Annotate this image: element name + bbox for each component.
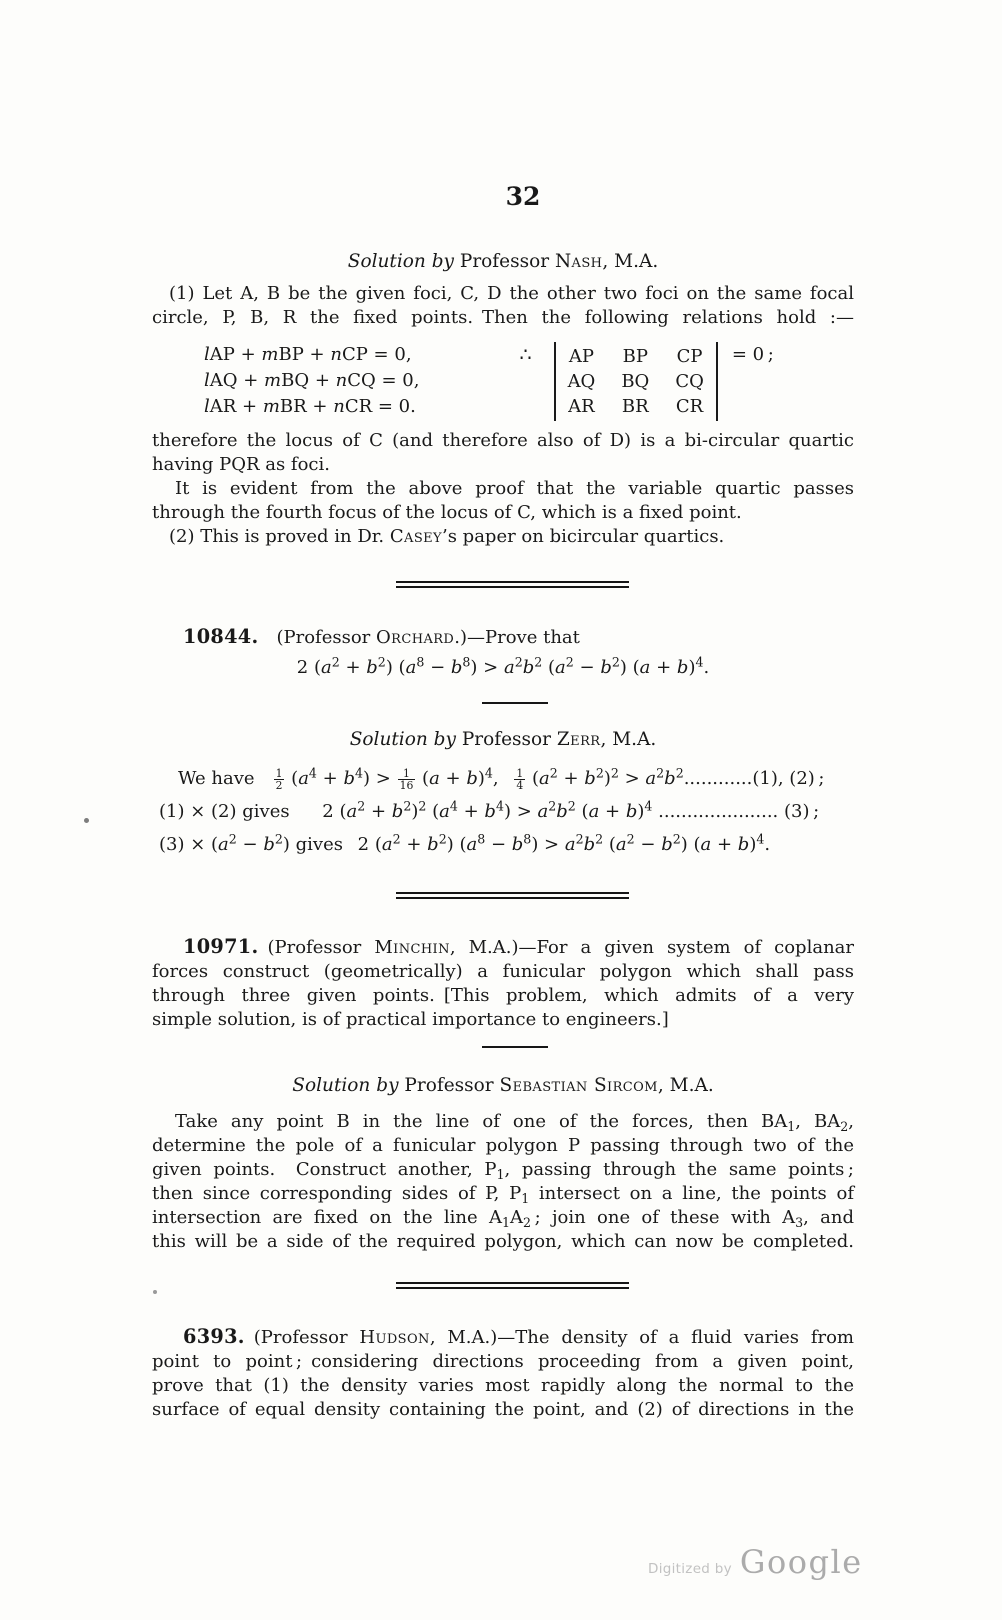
text-line: It is evident from the above proof that the variable quartic passes [175, 478, 854, 499]
watermark-prefix: Digitized by [648, 1561, 732, 1577]
page-content [152, 0, 854, 1422]
text-line: therefore the locus of C (and therefore also of D) is a bi-circular quartic [152, 430, 854, 451]
text-line: having PQR as foci. [152, 454, 330, 475]
matrix-cell: BP [622, 346, 648, 367]
solution-body [152, 1110, 854, 1254]
problem-statement: 10844. (Professor Orchard.)—Prove that [183, 625, 580, 648]
solution-zerr [152, 728, 854, 861]
scan-speck [153, 1290, 157, 1294]
solution-nash [152, 250, 854, 549]
text-line: surface of equal density containing the point, and (2) of directions in the [152, 1399, 854, 1420]
problem-formula: 2 $(a^2 + b^2) (a^8 - b^8) > a^2b^2$ $(a^2 - b^2) (a + b)^4$. [296, 654, 710, 678]
section-divider [396, 1282, 629, 1289]
scan-speck [84, 818, 89, 823]
derivation-line: We have $\frac{1}{2}$ $(a^4 + b^4)$ > $\frac{1}{16}$ $(a + b)^4$, $\frac{1}{4}$ $(a^2 + b^2)^2 > a^2b^2............(1)$, (2) ; [178, 765, 825, 792]
solution-heading-zerr: Solution by Professor Zerr, M.A. [349, 729, 657, 750]
text-line: intersection are fixed on the line $A_1A_2$ ; join one of these with $A_3$, and [152, 1207, 855, 1230]
text-line: circle, P, B, R the fixed points. Then the following relations hold :— [152, 307, 854, 328]
solution-divider [482, 702, 548, 704]
determinant-result: = 0 ; [731, 344, 774, 365]
text-line: this will be a side of the required polygon, which can now be completed. [152, 1231, 854, 1252]
equation-system [204, 342, 419, 420]
equation-line: lAQ + mBQ + nCQ = 0, [204, 370, 420, 391]
matrix-cell: AR [568, 396, 595, 417]
page-number: 32 [505, 182, 541, 211]
derivation-line: (1) × (2) gives 2 $(a^2 + b^2)^2$ $(a^4 + b^4) > a^2b^2$ $(a + b)^4$ ..................... (3) ; [159, 798, 820, 822]
matrix-cell: AP [568, 346, 594, 367]
google-watermark [648, 1543, 863, 1581]
solution-divider [482, 1046, 548, 1048]
matrix-cell: BQ [621, 371, 650, 392]
text-line: prove that (1) the density varies most rapidly along the normal to the [152, 1375, 854, 1396]
text-line: simple solution, is of practical importance to engineers.] [152, 1009, 669, 1030]
matrix-cell: BR [621, 396, 649, 417]
problem-10971 [152, 935, 854, 1032]
matrix-cell: CR [675, 396, 704, 417]
equation-line: lAR + mBR + nCR = 0. [204, 396, 416, 417]
equation-line: lAP + mBP + nCP = 0, [204, 344, 412, 365]
text-line: forces construct (geometrically) a funicular polygon which shall pass [152, 961, 854, 982]
matrix-cell: AQ [567, 371, 596, 392]
therefore-symbol: ∴ [519, 344, 532, 366]
text-line: point to point ; considering directions proceeding from a given point, [152, 1351, 854, 1372]
text-line: then since corresponding sides of P, $P_1$ intersect on a line, the points of [152, 1183, 854, 1206]
problem-10844 [152, 625, 854, 680]
determinant-matrix [554, 342, 718, 421]
matrix-cell: CP [676, 346, 703, 367]
text-line: given points. Construct another, $P_1$, passing through the same points ; [152, 1159, 854, 1182]
derivation-line: $(3) \times (a^2 - b^2)$ gives 2 $(a^2 + b^2) (a^8 - b^8) > a^2b^2$ $(a^2 - b^2) (a + b)^4$. [159, 831, 771, 855]
google-logo: Google [739, 1543, 863, 1581]
text-line: Take any point B in the line of one of the forces, then $BA_1$, $BA_2$, [175, 1111, 854, 1134]
section-divider [396, 892, 629, 899]
solution-sircom [152, 1074, 854, 1254]
text-line: 10971. (Professor Minchin, M.A.)—For a given system of coplanar [183, 935, 854, 958]
text-line: through three given points. [This problem, which admits of a very [152, 985, 854, 1006]
text-line: 6393. (Professor Hudson, M.A.)—The density of a fluid varies from [183, 1325, 854, 1348]
text-line: determine the pole of a funicular polygon P passing through two of the [152, 1135, 854, 1156]
solution-heading-sircom: Solution by Professor Sebastian Sircom, M.A. [292, 1075, 714, 1096]
problem-6393 [152, 1325, 854, 1422]
text-line: through the fourth focus of the locus of C, which is a fixed point. [152, 502, 742, 523]
matrix-cell: CQ [675, 371, 704, 392]
equation-block [152, 342, 854, 421]
text-line: (2) This is proved in Dr. Casey’s paper on bicircular quartics. [169, 526, 725, 547]
section-divider [396, 581, 629, 588]
solution-heading-nash: Solution by Professor Nash, M.A. [347, 251, 659, 272]
derivation-rows [152, 762, 854, 861]
text-line: (1) Let A, B be the given foci, C, D the other two foci on the same focal [169, 283, 854, 304]
